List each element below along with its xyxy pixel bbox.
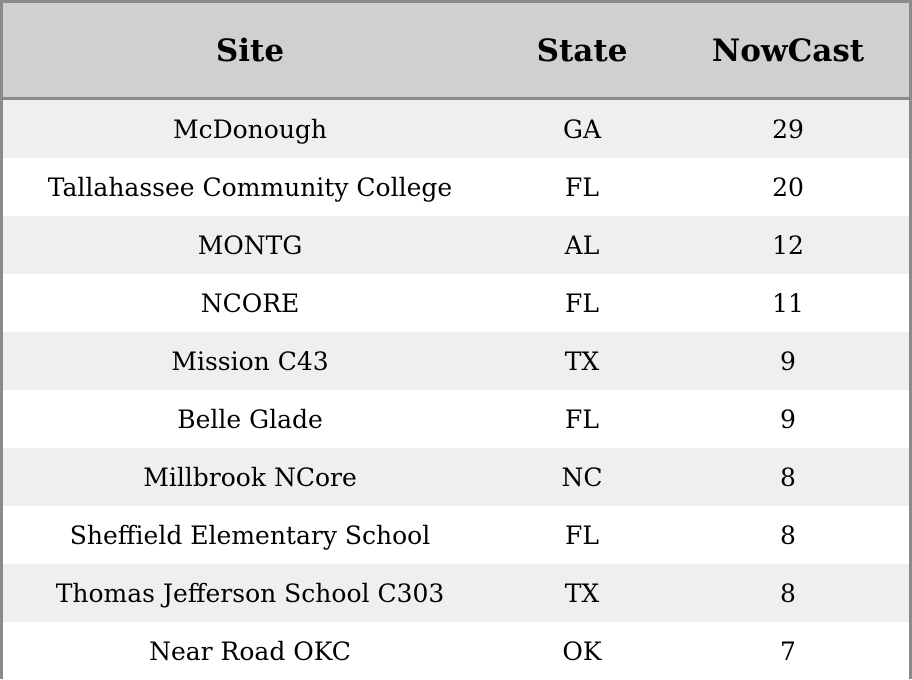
cell-nowcast: 8 (780, 462, 796, 492)
table-row (3, 216, 909, 274)
cell-state: OK (562, 636, 602, 666)
table-row (3, 274, 909, 332)
column-header-state: State (536, 33, 628, 69)
cell-nowcast: 8 (780, 578, 796, 608)
cell-nowcast: 20 (772, 172, 804, 202)
cell-nowcast: 7 (780, 636, 796, 666)
cell-site: Thomas Jefferson School C303 (55, 578, 445, 608)
table-row (3, 622, 909, 680)
table-row (3, 564, 909, 622)
cell-nowcast: 9 (780, 346, 796, 376)
table-row (3, 332, 909, 390)
cell-state: FL (565, 288, 599, 318)
cell-state: FL (565, 520, 599, 550)
column-header-site: Site (215, 33, 285, 69)
cell-state: FL (565, 172, 599, 202)
cell-site: Sheffield Elementary School (69, 520, 431, 550)
table-header-row (3, 3, 909, 100)
cell-nowcast: 8 (780, 520, 796, 550)
cell-state: TX (564, 346, 600, 376)
cell-nowcast: 12 (772, 230, 804, 260)
cell-nowcast: 9 (780, 404, 796, 434)
cell-site: Millbrook NCore (143, 462, 357, 492)
cell-state: TX (564, 578, 600, 608)
cell-site: NCORE (200, 288, 300, 318)
cell-state: AL (564, 230, 600, 260)
table-row (3, 158, 909, 216)
table-row (3, 100, 909, 158)
column-header-nowcast: NowCast (711, 33, 865, 69)
cell-nowcast: 11 (772, 288, 804, 318)
cell-state: FL (565, 404, 599, 434)
cell-site: Near Road OKC (149, 636, 351, 666)
cell-site: MONTG (197, 230, 303, 260)
cell-state: NC (561, 462, 603, 492)
cell-site: Tallahassee Community College (47, 172, 453, 202)
table-row (3, 390, 909, 448)
cell-site: Belle Glade (177, 404, 323, 434)
cell-nowcast: 29 (772, 114, 804, 144)
table-row (3, 448, 909, 506)
cell-state: GA (562, 114, 602, 144)
cell-site: McDonough (172, 114, 328, 144)
cell-site: Mission C43 (171, 346, 329, 376)
table-row (3, 506, 909, 564)
table-body (3, 100, 909, 680)
